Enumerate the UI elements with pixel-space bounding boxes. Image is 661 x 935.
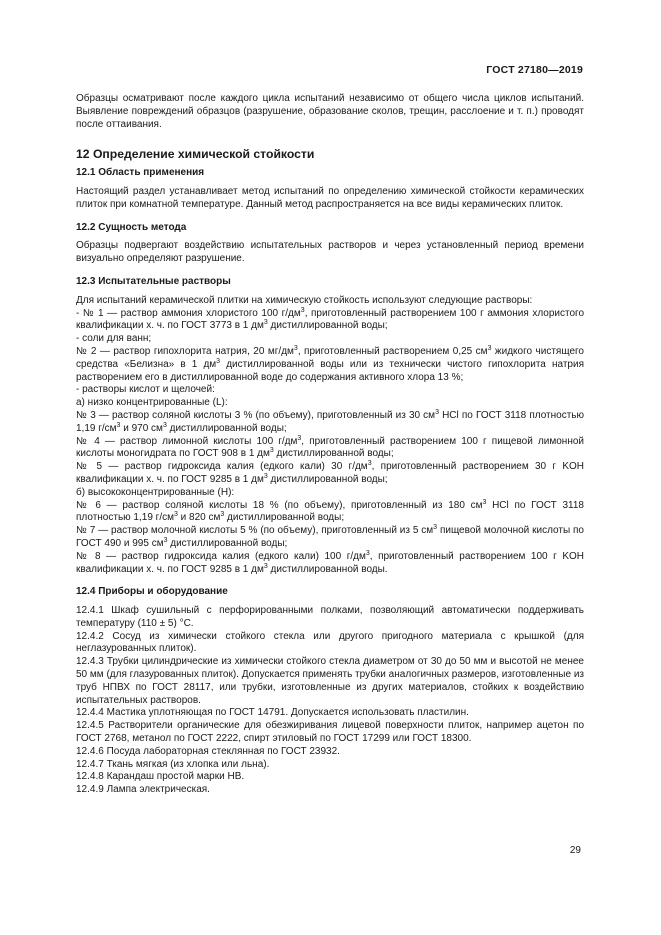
solution-4: № 4 — раствор лимонной кислоты 100 $г/дм^3$, приготовленный растворением 100 г пищевой лимонной кислоты моногидрата по ГОСТ 908 в 1 $дм^3$ дистиллированной воды; [76,434,584,460]
section-12-title: 12 Определение химической стойкости [76,147,315,162]
solution-2: № 2 — раствор гипохлорита натрия, 20 $мг/дм^3$, приготовленный растворением 0,25 $см^3$ жидкого чистящего средства «Белизна» в 1 $дм^3$ дистиллированной воды или из технически чистого гипохлорита натрия растворением его в дистиллированной воде до содержания активного хлора 13 %; [76,344,584,383]
equipment-item: 12.4.8 Карандаш простой марки НВ. [76,771,245,783]
solution-3: № 3 — раствор соляной кислоты 3 % (по объему), приготовленный из 30 $см^3$ HCl по ГОСТ 3118 плотностью 1,19 $г/см^3$ и 970 $см^3$ дистиллированной воды; [76,408,585,434]
solution-5: № 5 — раствор гидроксида калия (едкого кали) 30 $г/дм^3$, приготовленный растворением 30 г KOH квалификации х. ч. по ГОСТ 9285 в 1 $дм^3$ дистиллированной воды; [76,460,584,485]
solution-7: № 7 — раствор молочной кислоты 5 % (по объему), приготовленный из 5 $см^3$ пищевой молочной кислоты по ГОСТ 490 и 995 $см^3$ дистиллированной воды; [76,524,584,549]
solution-8: № 8 — раствор гидроксида калия (едкого кали) 100 $г/дм^3$, приготовленный растворением 100 г KOH квалификации х. ч. по ГОСТ 9285 в 1 $дм^3$ дистиллированной воды. [76,549,585,575]
equipment-item: 12.4.6 Посуда лабораторная стеклянная по ГОСТ 23932. [76,745,340,757]
baths-line: - соли для ванн; [76,333,152,345]
standard-header: ГОСТ 27180—2019 [486,64,583,76]
section-12-1-title: 12.1 Область применения [76,167,205,179]
acids-line: - растворы кислот и щелочей: [76,384,215,396]
equipment-item: 12.4.1 Шкаф сушильный с перфорированными полками, позволяющий автоматически поддерживать температуру (110 ± 5) °С. [76,605,584,629]
solutions-intro: Для испытаний керамической плитки на химическую стойкость используют следующие растворы: [76,294,533,306]
page-content [76,93,584,797]
equipment-item: 12.4.5 Растворители органические для обезжиривания лицевой поверхности плиток, например ацетон по ГОСТ 2768, метанол по ГОСТ 2222, спирт этиловый по ГОСТ 17299 или ГОСТ 18300. [76,720,584,745]
page-number: 29 [569,845,581,856]
equipment-item: 12.4.4 Мастика уплотняющая по ГОСТ 14791. Допускается использовать пластилин. [76,707,469,719]
equipment-item: 12.4.9 Лампа электрическая. [76,784,210,796]
solution-6: № 6 — раствор соляной кислоты 18 % (по объему), приготовленный из 180 $см^3$ HCl по ГОСТ 3118 плотностью 1,19 $г/см^3$ и 820 $см^3$ дистиллированной воды; [76,498,584,524]
section-12-2-title: 12.2 Сущность метода [76,221,187,233]
section-12-3-title: 12.3 Испытательные растворы [76,275,231,287]
equipment-item: 12.4.3 Трубки цилиндрические из химически стойкого стекла диаметром от 30 до 50 мм и высотой не менее 50 мм (для глазурованных плиток). Допускается применять трубки аналогичных размеров, изготовленные из труб НПВХ по ГОСТ 28117, или трубки, изготовленные из других материалов, стойких к воздействию испытательных растворов. [76,656,584,706]
intro-paragraph: Образцы осматривают после каждого цикла испытаний независимо от общего числа циклов испытаний. Выявление повреждений образцов (разрушение, образование сколов, трещин, расслоение и т. п.) проводят после оттаивания. [76,93,584,130]
low-concentration-label: а) низко концентрированные (L): [76,397,228,409]
equipment-item: 12.4.2 Сосуд из химически стойкого стекла или другого пригодного материала с крышкой (для неглазурованных плиток). [76,630,584,655]
section-12-4-title: 12.4 Приборы и оборудование [76,586,228,598]
equipment-item: 12.4.7 Ткань мягкая (из хлопка или льна). [76,758,270,770]
section-12-1-text: Настоящий раздел устанавливает метод испытаний по определению химической стойкости керамических плиток при комнатной температуре. Данный метод распространяется на все виды керамических плиток. [76,185,584,210]
solution-1: - № 1 — раствор аммония хлористого 100 $г/дм^3$, приготовленный растворением 100 г аммония хлористого квалификации х. ч. по ГОСТ 3773 в 1 $дм^3$ дистиллированной воды; [76,306,584,332]
high-concentration-label: б) высококонцентрированные (H): [76,486,235,498]
section-12-2-text: Образцы подвергают воздействию испытательных растворов и через установленный период времени визуально определяют разрушение. [76,240,584,265]
